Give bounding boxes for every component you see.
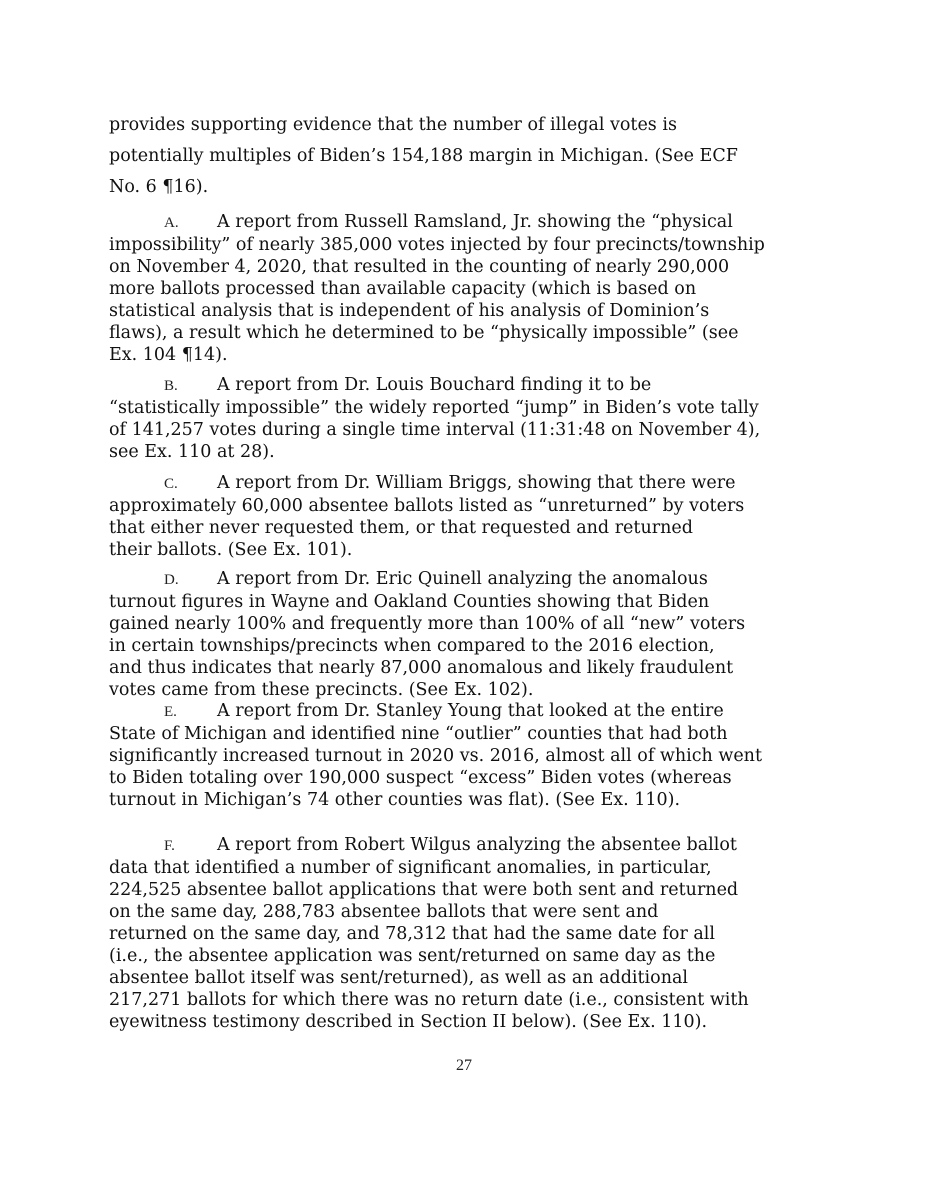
- item-line: A report from Dr. Eric Quinell analyzing the anomalous: [217, 569, 708, 589]
- intro-line: No. 6 ¶16).: [109, 177, 209, 197]
- item-marker: F.: [164, 838, 175, 854]
- item-line: A report from Robert Wilgus analyzing the absentee ballot: [217, 835, 737, 855]
- item-line: statistical analysis that is independent of his analysis of Dominion’s: [109, 301, 710, 321]
- item-line: data that identified a number of significant anomalies, in particular,: [109, 858, 712, 878]
- list-item-f: [109, 834, 829, 1033]
- item-marker: B.: [164, 378, 178, 394]
- item-line: A report from Dr. Stanley Young that looked at the entire: [217, 701, 724, 721]
- item-line: turnout in Michigan’s 74 other counties was flat). (See Ex. 110).: [109, 790, 681, 810]
- item-line: 217,271 ballots for which there was no return date (i.e., consistent with: [109, 990, 749, 1010]
- item-line: turnout figures in Wayne and Oakland Counties showing that Biden: [109, 592, 710, 612]
- item-line: their ballots. (See Ex. 101).: [109, 540, 353, 560]
- item-line: that either never requested them, or that requested and returned: [109, 518, 693, 538]
- item-line: to Biden totaling over 190,000 suspect “excess” Biden votes (whereas: [109, 768, 732, 788]
- list-item-c: [109, 472, 829, 561]
- item-line: returned on the same day, and 78,312 that had the same date for all: [109, 924, 715, 944]
- item-line: 224,525 absentee ballot applications that were both sent and returned: [109, 880, 739, 900]
- list-item-d: [109, 568, 829, 701]
- item-line: “statistically impossible” the widely reported “jump” in Biden’s vote tally: [109, 398, 759, 418]
- item-line: eyewitness testimony described in Section II below). (See Ex. 110).: [109, 1012, 708, 1032]
- page-number: 27: [456, 1057, 472, 1074]
- list-item-b: [109, 374, 829, 463]
- item-line: gained nearly 100% and frequently more than 100% of all “new” voters: [109, 614, 746, 634]
- item-line: and thus indicates that nearly 87,000 anomalous and likely fraudulent: [109, 658, 734, 678]
- intro-line: provides supporting evidence that the number of illegal votes is: [109, 115, 677, 135]
- item-marker: C.: [164, 476, 178, 492]
- item-line: more ballots processed than available capacity (which is based on: [109, 279, 697, 299]
- item-marker: A.: [164, 215, 179, 231]
- item-line: A report from Dr. Louis Bouchard finding it to be: [217, 375, 652, 395]
- item-line: see Ex. 110 at 28).: [109, 442, 275, 462]
- item-line: Ex. 104 ¶14).: [109, 345, 228, 365]
- item-line: in certain townships/precincts when compared to the 2016 election,: [109, 636, 715, 656]
- item-line: on the same day, 288,783 absentee ballots that were sent and: [109, 902, 659, 922]
- item-line: flaws), a result which he determined to be “physically impossible” (see: [109, 323, 739, 343]
- intro-line: potentially multiples of Biden’s 154,188 margin in Michigan. (See ECF: [109, 146, 738, 166]
- item-line: (i.e., the absentee application was sent/returned on same day as the: [109, 946, 716, 966]
- list-item-a: [109, 211, 829, 366]
- item-line: State of Michigan and identified nine “outlier” counties that had both: [109, 724, 728, 744]
- item-line: absentee ballot itself was sent/returned), as well as an additional: [109, 968, 688, 988]
- item-line: A report from Russell Ramsland, Jr. showing the “physical: [217, 212, 733, 232]
- item-line: votes came from these precincts. (See Ex. 102).: [109, 680, 534, 700]
- item-line: significantly increased turnout in 2020 vs. 2016, almost all of which went: [109, 746, 762, 766]
- item-marker: D.: [164, 572, 179, 588]
- item-line: of 141,257 votes during a single time interval (11:31:48 on November 4),: [109, 420, 761, 440]
- item-line: impossibility” of nearly 385,000 votes injected by four precincts/township: [109, 235, 765, 255]
- item-marker: E.: [164, 704, 177, 720]
- item-line: on November 4, 2020, that resulted in the counting of nearly 290,000: [109, 257, 730, 277]
- item-line: approximately 60,000 absentee ballots listed as “unreturned” by voters: [109, 496, 745, 516]
- list-item-e: [109, 700, 829, 811]
- intro-paragraph: [109, 110, 829, 203]
- item-line: A report from Dr. William Briggs, showing that there were: [217, 473, 736, 493]
